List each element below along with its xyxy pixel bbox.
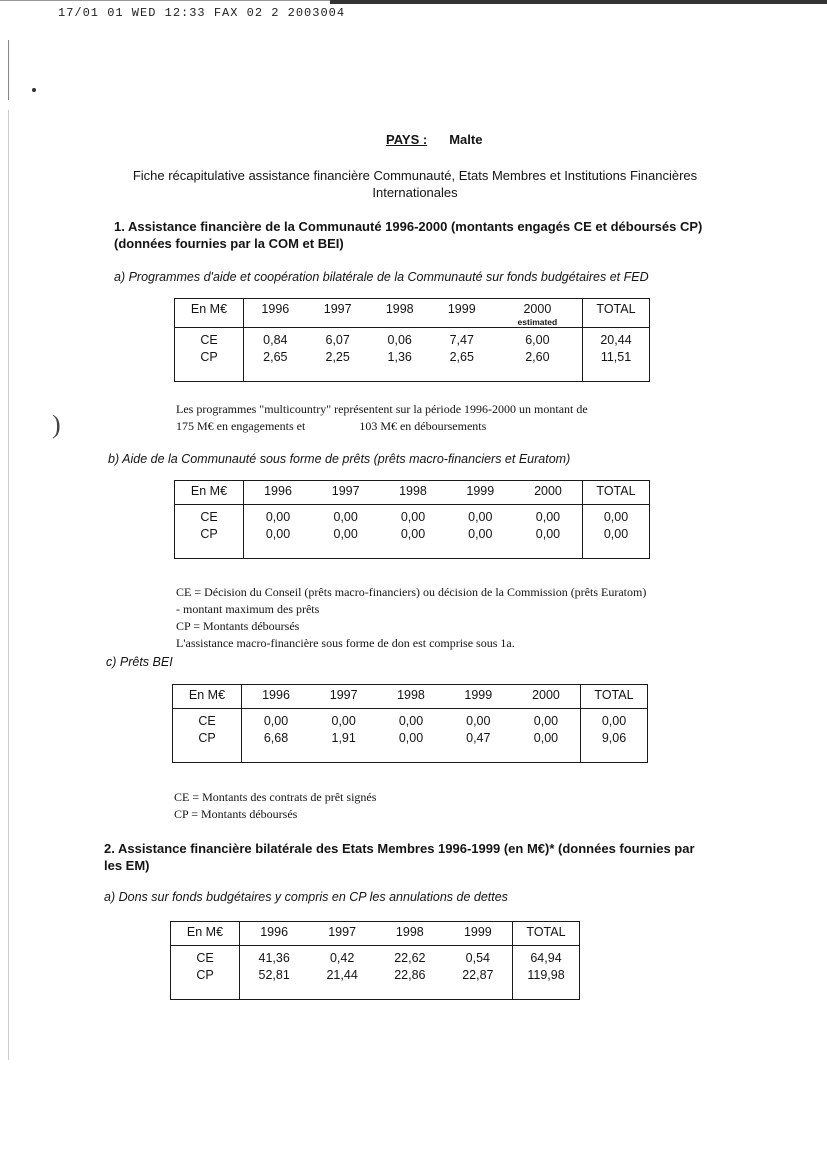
table-cell: 0,00 [263,713,289,728]
year-header: 2000 [512,685,581,709]
country-label: PAYS : [386,132,428,147]
table-cell: 0,00 [265,526,291,541]
estimated-label: estimated [517,317,558,327]
table-cell: 0,47 [466,730,491,745]
scan-speck [32,88,36,92]
table-row [175,328,650,349]
year-header: 1997 [312,481,379,505]
total-cell: 119,98 [513,966,580,983]
year-header: 1998 [369,299,431,328]
section-1c-heading: c) Prêts BEI [106,655,173,669]
table-cell: 0,00 [400,509,426,524]
table-cell: 0,54 [465,950,491,965]
table-row [175,525,650,542]
table-cell: 0,00 [533,730,559,745]
table-cell: 0,00 [466,713,491,728]
table-cell: 0,00 [535,509,561,524]
year-header: 1999 [431,299,493,328]
year-header: 1997 [307,299,369,328]
table-cell: 7,47 [449,332,474,347]
section-1a-heading: a) Programmes d'aide et coopération bilatérale de la Communauté sur fonds budgétaires et FED [114,270,649,284]
scan-margin-mark [8,110,9,1060]
table-cell: 22,87 [462,967,494,982]
table-cell: 0,00 [333,526,358,541]
table-cell: 0,00 [535,526,561,541]
note-line: CP = Montants déboursés [174,807,298,821]
table-cell: 0,84 [263,332,288,347]
table-corner: En M€ [175,299,244,328]
section-2-heading: 2. Assistance financière bilatérale des Etats Membres 1996-1999 (en M€)* (données fournies par les EM) [104,841,695,873]
year-header: 1997 [308,922,376,946]
year-header: 1996 [240,922,309,946]
total-cell: 0,00 [583,525,650,542]
table-cell: 2,65 [263,349,288,364]
total-cell: 64,94 [513,946,580,967]
year-header: 1998 [376,922,444,946]
note-line: Les programmes "multicountry" représentent sur la période 1996-2000 un montant de [176,402,588,416]
table-cell: 2,25 [325,349,350,364]
table-row [175,505,650,526]
year-header: 2000 [514,481,583,505]
loan-notes [176,584,736,652]
table-cell: 22,62 [394,950,426,965]
hole-punch-mark: ) [52,410,61,439]
total-header: TOTAL [581,685,648,709]
section-2a-heading: a) Dons sur fonds budgétaires y compris en CP les annulations de dettes [104,890,508,904]
table-row [173,709,648,730]
table-cell: 0,42 [329,950,355,965]
fax-header: 17/01 01 WED 12:33 FAX 02 2 2003004 [58,6,346,20]
note-line: L'assistance macro-financière sous forme de don est comprise sous 1a. [176,636,515,650]
multicountry-note [176,401,676,435]
total-header: TOTAL [513,922,580,946]
table-cell: 41,36 [258,950,290,965]
table-cell: 6,00 [525,332,550,347]
note-line: CP = Montants déboursés [176,619,300,633]
table-1b [174,480,650,559]
total-cell: 20,44 [583,328,650,349]
row-label: CP [175,348,244,365]
row-label: CP [171,966,240,983]
total-cell: 0,00 [583,505,650,526]
table-cell: 52,81 [258,967,290,982]
note-line: 175 M€ en engagements et [176,419,306,433]
table-cell: 0,00 [331,713,356,728]
table-cell: 0,06 [387,332,412,347]
scan-margin-mark [8,40,9,100]
table-cell: 2,65 [449,349,474,364]
bei-notes [174,789,574,823]
country-name: Malte [449,132,483,147]
total-cell: 9,06 [581,729,648,746]
row-label: CE [175,505,244,526]
table-row [171,966,580,983]
table-cell: 21,44 [326,967,358,982]
table-corner: En M€ [171,922,240,946]
table-row [173,729,648,746]
page-title [386,132,482,147]
year-header: 1998 [377,685,444,709]
table-cell: 22,86 [394,967,426,982]
table-cell: 0,00 [468,509,493,524]
row-label: CE [175,328,244,349]
table-cell: 0,00 [400,526,426,541]
table-cell: 0,00 [398,730,424,745]
table-cell: 2,60 [525,349,550,364]
year-header: 1996 [244,481,313,505]
table-cell: 6,68 [263,730,289,745]
table-row [171,946,580,967]
table-corner: En M€ [173,685,242,709]
year-header: 1999 [445,685,512,709]
note-line: - montant maximum des prêts [176,602,320,616]
table-row [175,348,650,365]
row-label: CP [173,729,242,746]
table-cell: 6,07 [325,332,350,347]
year-header: 1999 [447,481,514,505]
total-header: TOTAL [583,481,650,505]
table-cell: 0,00 [468,526,493,541]
scan-edge-bar [330,0,827,4]
year-header: 1996 [242,685,311,709]
table-corner: En M€ [175,481,244,505]
total-cell: 0,00 [581,709,648,730]
table-cell: 1,36 [387,349,412,364]
table-cell: 0,00 [265,509,291,524]
note-line: CE = Montants des contrats de prêt signés [174,790,377,804]
table-1c [172,684,648,763]
total-cell: 11,51 [583,348,650,365]
section-1b-heading: b) Aide de la Communauté sous forme de prêts (prêts macro-financiers et Euratom) [108,452,571,466]
table-1a [174,298,650,382]
note-line: 103 M€ en déboursements [359,419,487,433]
total-header: TOTAL [583,299,650,328]
year-header: 1997 [310,685,377,709]
year-header: 1999 [444,922,513,946]
year-header: 1996 [244,299,307,328]
table-cell: 1,91 [331,730,356,745]
table-2a [170,921,580,1000]
note-line: CE = Décision du Conseil (prêts macro-financiers) ou décision de la Commission (prêts Euratom) [176,585,647,599]
year-header: 2000 estimated [493,299,583,328]
row-label: CP [175,525,244,542]
row-label: CE [171,946,240,967]
page-subtitle: Fiche récapitulative assistance financière Communauté, Etats Membres et Institutions Financières Internationales [132,168,698,200]
scan-edge-line [0,0,330,1]
year-header: 1998 [379,481,446,505]
table-cell: 0,00 [398,713,424,728]
section-1-heading: 1. Assistance financière de la Communauté 1996-2000 (montants engagés CE et déboursés CP) (données fournies par la COM et BEI) [114,219,703,251]
table-cell: 0,00 [333,509,358,524]
row-label: CE [173,709,242,730]
table-cell: 0,00 [533,713,559,728]
